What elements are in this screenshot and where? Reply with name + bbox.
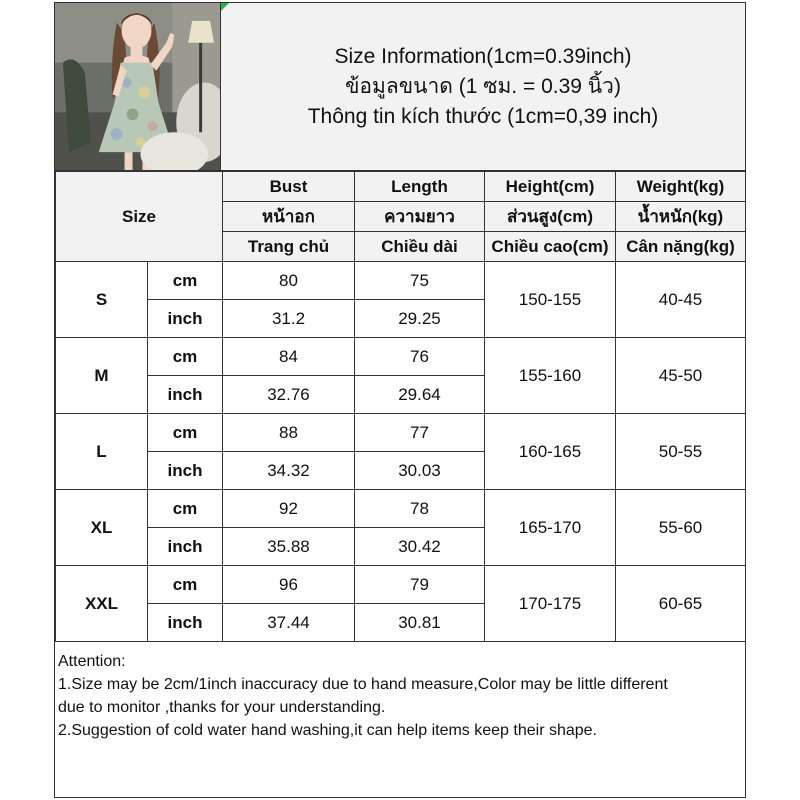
- note-line-1a: 1.Size may be 2cm/1inch inaccuracy due to hand measure,Color may be little different: [58, 676, 668, 693]
- weight-header-thai: น้ำหนัก(kg): [616, 202, 746, 232]
- table-row: [56, 490, 746, 528]
- length-cm: 77: [355, 414, 485, 452]
- product-photo: [55, 3, 221, 171]
- weight-range: 55-60: [616, 490, 746, 566]
- size-label: XXL: [56, 566, 148, 642]
- length-header-vietnamese: Chiều dài: [355, 232, 485, 262]
- unit-inch: inch: [148, 376, 223, 414]
- length-inch: 29.25: [355, 300, 485, 338]
- bust-inch: 37.44: [223, 604, 355, 642]
- height-range: 155-160: [485, 338, 616, 414]
- bust-header-thai: หน้าอก: [223, 202, 355, 232]
- product-photo-image: [55, 3, 220, 170]
- bust-cm: 80: [223, 262, 355, 300]
- height-range: 160-165: [485, 414, 616, 490]
- title-vietnamese: Thông tin kích thước (1cm=0,39 inch): [307, 104, 659, 128]
- bust-inch: 32.76: [223, 376, 355, 414]
- length-cm: 79: [355, 566, 485, 604]
- size-column-header: Size: [56, 172, 223, 262]
- unit-cm: cm: [148, 262, 223, 300]
- length-inch: 29.64: [355, 376, 485, 414]
- unit-inch: inch: [148, 452, 223, 490]
- bust-header: Bust: [223, 172, 355, 202]
- weight-range: 50-55: [616, 414, 746, 490]
- table-row: [56, 566, 746, 604]
- length-cm: 75: [355, 262, 485, 300]
- size-table: [55, 171, 746, 642]
- length-header: Length: [355, 172, 485, 202]
- length-cm: 76: [355, 338, 485, 376]
- weight-header: Weight(kg): [616, 172, 746, 202]
- note-line-2: 2.Suggestion of cold water hand washing,it can help items keep their shape.: [58, 722, 597, 739]
- title-box: [221, 3, 745, 171]
- height-range: 150-155: [485, 262, 616, 338]
- length-inch: 30.42: [355, 528, 485, 566]
- height-header-vietnamese: Chiều cao(cm): [485, 232, 616, 262]
- bust-cm: 88: [223, 414, 355, 452]
- table-row: [56, 338, 746, 376]
- note-line-1b: due to monitor ,thanks for your understanding.: [58, 699, 386, 716]
- unit-cm: cm: [148, 490, 223, 528]
- table-row: [56, 414, 746, 452]
- table-row: [56, 262, 746, 300]
- bust-inch: 31.2: [223, 300, 355, 338]
- bust-cm: 96: [223, 566, 355, 604]
- height-range: 170-175: [485, 566, 616, 642]
- size-label: S: [56, 262, 148, 338]
- notes-heading: Attention:: [58, 653, 126, 670]
- title-english: Size Information(1cm=0.39inch): [334, 44, 632, 68]
- header-row-english: [56, 172, 746, 202]
- length-cm: 78: [355, 490, 485, 528]
- unit-cm: cm: [148, 566, 223, 604]
- bust-header-vietnamese: Trang chủ: [223, 232, 355, 262]
- height-header: Height(cm): [485, 172, 616, 202]
- weight-header-vietnamese: Cân nặng(kg): [616, 232, 746, 262]
- unit-inch: inch: [148, 300, 223, 338]
- size-chart: [54, 2, 746, 798]
- unit-cm: cm: [148, 338, 223, 376]
- bust-inch: 34.32: [223, 452, 355, 490]
- attention-notes: [55, 646, 745, 742]
- bust-cm: 92: [223, 490, 355, 528]
- weight-range: 45-50: [616, 338, 746, 414]
- height-header-thai: ส่วนสูง(cm): [485, 202, 616, 232]
- length-inch: 30.81: [355, 604, 485, 642]
- title-thai: ข้อมูลขนาด (1 ซม. = 0.39 นิ้ว): [345, 74, 621, 98]
- bust-inch: 35.88: [223, 528, 355, 566]
- size-label: L: [56, 414, 148, 490]
- size-label: XL: [56, 490, 148, 566]
- length-header-thai: ความยาว: [355, 202, 485, 232]
- size-label: M: [56, 338, 148, 414]
- unit-inch: inch: [148, 604, 223, 642]
- weight-range: 40-45: [616, 262, 746, 338]
- length-inch: 30.03: [355, 452, 485, 490]
- bust-cm: 84: [223, 338, 355, 376]
- unit-inch: inch: [148, 528, 223, 566]
- height-range: 165-170: [485, 490, 616, 566]
- corner-marker: [221, 3, 229, 11]
- unit-cm: cm: [148, 414, 223, 452]
- weight-range: 60-65: [616, 566, 746, 642]
